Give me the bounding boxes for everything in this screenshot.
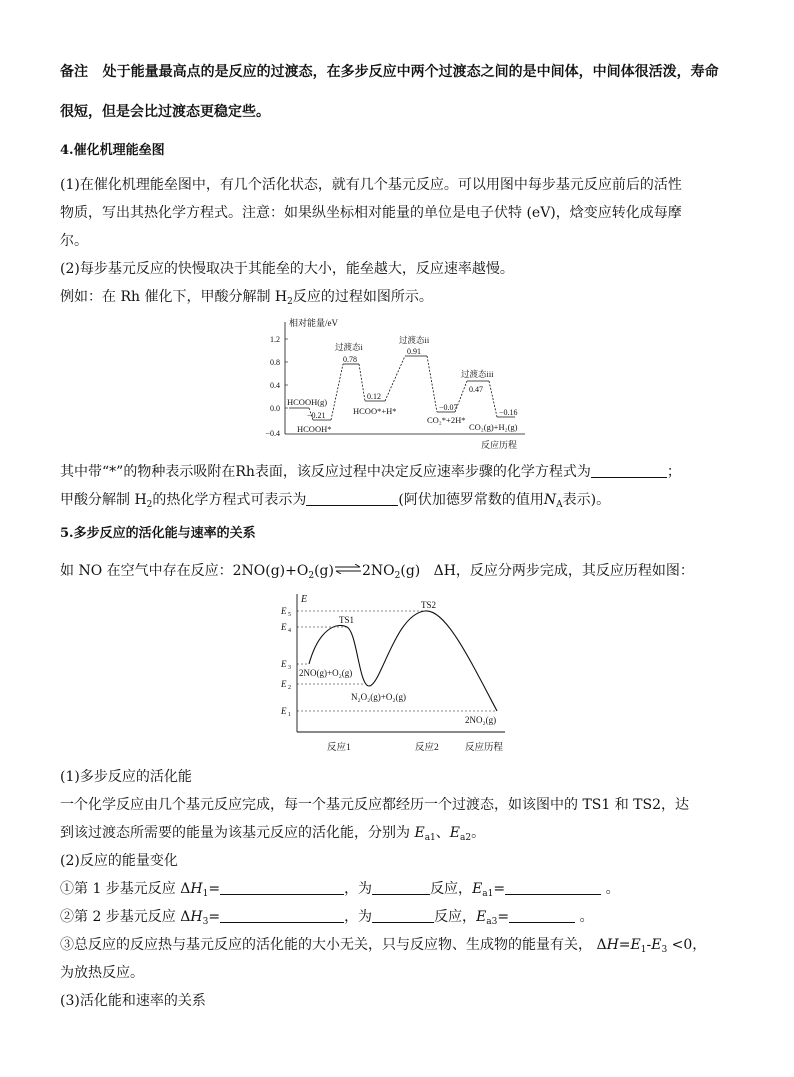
chart1-ts2: 过渡态ii xyxy=(399,335,430,345)
l2s: 3 xyxy=(202,917,209,927)
chart2-E2-sub: 2 xyxy=(288,685,291,691)
sec5-intro-b: (g) xyxy=(314,563,334,579)
chart1-v-047: 0.47 xyxy=(469,385,483,394)
chart2-r2: 反应2 xyxy=(415,743,439,753)
l1a: ①第 1 步基元反应 Δ xyxy=(60,881,191,897)
sec4-q1-text: 其中带“*”的物种表示吸附在Rh表面，该反应过程中决定反应速率步骤的化学方程式为 xyxy=(60,464,591,480)
chart1-ts3: 过渡态iii xyxy=(461,369,494,379)
l2d: 反应， xyxy=(434,909,477,925)
chart1-ytick-4: 0.0 xyxy=(270,404,280,413)
chart2-E3: E xyxy=(281,659,287,669)
sec4-q2c: (阿伏加德罗常数的值用 xyxy=(398,492,544,508)
chart1-xlabel: 反应历程 xyxy=(481,440,518,450)
section-4-title: 4.催化机理能垒图 xyxy=(60,143,165,158)
sec4-q2d: 表示)。 xyxy=(562,492,611,508)
chart2-E1: E xyxy=(281,706,287,716)
l1Es: a1 xyxy=(482,889,494,899)
l3E1: E xyxy=(630,937,641,953)
chart1-hcooh-s: HCOOH* xyxy=(297,424,332,434)
chart1-ytick-5: −0.4 xyxy=(265,429,280,438)
sec4-p1b: 物质，写出其热化学方程式。注意：如果纵坐标相对能量的单位是电子伏特 (eV)，焓变应转化成每摩 xyxy=(60,205,682,221)
sec4-q2-N-sub: A xyxy=(556,500,563,510)
sec4-q2a: 甲酸分解制 H xyxy=(60,492,147,508)
chart2-E1-sub: 1 xyxy=(288,712,291,718)
chart1-int2: CO₂*+2H* xyxy=(427,415,466,425)
sec5-l1 xyxy=(60,879,740,904)
answer-blank-l1-type[interactable] xyxy=(372,880,430,895)
chart1-ytick-1: 1.2 xyxy=(270,335,280,344)
chart1-prod: CO₂(g)+H₂(g) xyxy=(469,422,518,432)
chart1-v-m016: −0.16 xyxy=(499,408,518,417)
chart2-E4: E xyxy=(281,622,287,632)
l3c: <0， xyxy=(667,937,707,953)
sec4-q2-N: N xyxy=(543,492,557,508)
l2b: = xyxy=(208,909,221,925)
sec5-intro xyxy=(60,561,740,586)
sec5-intro-e: ΔH，反应分两步完成，其反应历程如图： xyxy=(433,563,694,579)
chart1-v-078: 0.78 xyxy=(343,355,357,364)
sec5-p1-s2: a2 xyxy=(460,833,472,843)
l3b: = xyxy=(618,937,631,953)
l1c: ，为 xyxy=(344,881,373,897)
answer-blank-l2-dh[interactable] xyxy=(220,908,344,923)
sec5-p1b-text: 到该过渡态所需要的能量为该基元反应的活化能，分别为 xyxy=(60,825,415,841)
sec5-p1-s1: a1 xyxy=(424,833,436,843)
answer-blank-q2[interactable] xyxy=(306,491,398,506)
chart2-E3-sub: 3 xyxy=(288,665,291,671)
l3E3: E xyxy=(651,937,662,953)
l1s: 1 xyxy=(202,889,209,899)
l1b: = xyxy=(208,881,221,897)
chart1-ytick-3: 0.4 xyxy=(270,381,280,390)
chart1-v-091: 0.91 xyxy=(407,347,421,356)
sec5-intro-a: 如 NO 在空气中存在反应：2NO(g)+O xyxy=(60,563,309,579)
equilibrium-arrow-icon xyxy=(334,564,362,574)
chart2-reactant: 2NO(g)+O₂(g) xyxy=(299,668,353,678)
sec4-p3 xyxy=(60,287,740,312)
energy-chart-1 xyxy=(255,314,545,454)
sec4-p2: (2)每步基元反应的快慢取决于其能垒的大小，能垒越大，反应速率越慢。 xyxy=(60,261,514,277)
sec5-p1a: 一个化学反应由几个基元反应完成，每一个基元反应都经历一个过渡态，如该图中的 TS1 和 TS2，达 xyxy=(60,797,690,813)
l2Es: a3 xyxy=(486,917,498,927)
sec5-p1-E2: E xyxy=(449,825,461,841)
sec5-sub-b: 2 xyxy=(394,571,401,581)
answer-blank-l2-type[interactable] xyxy=(372,908,434,923)
sec5-intro-c: 2NO xyxy=(361,563,395,579)
l1E: E xyxy=(472,881,483,897)
sec5-p1-end: 。 xyxy=(471,825,486,841)
sec5-l3 xyxy=(60,935,740,960)
note-line-1 xyxy=(60,62,740,82)
sec5-l2 xyxy=(60,907,740,932)
chart1-v-m021: −0.21 xyxy=(307,411,326,420)
chart1-v-m007: −0.07 xyxy=(439,403,458,412)
chart2-E2: E xyxy=(281,679,287,689)
chart2-levels xyxy=(280,606,291,718)
chart1-int1: HCOO*+H* xyxy=(353,406,397,416)
sec5-h1: (1)多步反应的活化能 xyxy=(60,769,192,785)
l1d: 反应， xyxy=(430,881,473,897)
answer-blank-l1-dh[interactable] xyxy=(220,880,344,895)
sec4-q2 xyxy=(60,490,740,515)
chart1-hcooh-g: HCOOH(g) xyxy=(287,397,328,407)
l2E: E xyxy=(476,909,487,925)
sec4-p3-sub: 2 xyxy=(287,297,293,307)
l2a: ②第 2 步基元反应 Δ xyxy=(60,909,191,925)
sec4-q1-end: ； xyxy=(666,464,681,480)
chart2-E5-sub: 5 xyxy=(288,612,291,618)
sec5-intro-d: (g) xyxy=(400,563,421,579)
sec4-q2-sub: 2 xyxy=(146,500,153,510)
answer-blank-q1[interactable] xyxy=(591,463,667,478)
sec4-p1c: 尔。 xyxy=(60,233,88,249)
energy-chart-2 xyxy=(275,590,525,758)
answer-blank-l1-ea[interactable] xyxy=(505,880,601,895)
l1H: H xyxy=(190,881,203,897)
sec5-p1-E1: E xyxy=(414,825,425,841)
chart2-E5: E xyxy=(281,606,287,616)
sec5-p1-sep: 、 xyxy=(435,825,450,841)
chart2-ts1: TS1 xyxy=(339,615,355,625)
l3a: ③总反应的反应热与基元反应的活化能的大小无关，只与反应物、生成物的能量有关， Δ xyxy=(60,937,607,953)
chart2-r1: 反应1 xyxy=(327,743,351,753)
l1f: 。 xyxy=(605,881,620,897)
sec5-l3d: 为放热反应。 xyxy=(60,965,144,981)
l2c: ，为 xyxy=(344,909,373,925)
sec4-p3a: 例如：在 Rh 催化下，甲酸分解制 H xyxy=(60,289,288,305)
l3m: - xyxy=(646,937,652,953)
chart2-inter: N₂O₂(g)+O₂(g) xyxy=(351,692,406,702)
sec4-p3b: 反应的过程如图所示。 xyxy=(292,289,433,305)
note-text-1: 处于能量最高点的是反应的过渡态，在多步反应中两个过渡态之间的是中间体，中间体很活泼，寿命 xyxy=(102,64,719,80)
chart2-ts2: TS2 xyxy=(421,600,437,610)
chart1-ylabel: 相对能量/eV xyxy=(289,318,338,328)
sec5-p1b xyxy=(60,823,740,848)
chart2-xlabel: 反应历程 xyxy=(465,743,504,753)
sec4-p1a: (1)在催化机理能垒图中，有几个活化状态，就有几个基元反应。可以用图中每步基元反应前后的活性 xyxy=(60,177,682,193)
answer-blank-l2-ea[interactable] xyxy=(509,908,575,923)
chart2-product: 2NO₂(g) xyxy=(465,715,497,725)
l2f: 。 xyxy=(579,909,594,925)
l3s1: 1 xyxy=(640,945,647,955)
note-label: 备注 xyxy=(60,64,88,80)
chart1-v-012: 0.12 xyxy=(367,392,381,401)
chart1-ytick-2: 0.8 xyxy=(270,358,280,367)
l2e: = xyxy=(497,909,510,925)
sec4-q1 xyxy=(60,462,740,482)
l1e: = xyxy=(493,881,506,897)
chart2-E4-sub: 4 xyxy=(288,628,291,634)
l3s3: 3 xyxy=(661,945,668,955)
chart2-E: E xyxy=(301,594,308,605)
sec5-sub-a: 2 xyxy=(308,571,315,581)
sec5-h3: (3)活化能和速率的关系 xyxy=(60,993,206,1009)
sec4-q2b: 的热化学方程式可表示为 xyxy=(152,492,307,508)
note-line-2: 很短，但是会比过渡态更稳定些。 xyxy=(60,104,270,120)
sec5-h2: (2)反应的能量变化 xyxy=(60,853,178,869)
l2H: H xyxy=(190,909,203,925)
l3H: H xyxy=(606,937,619,953)
chart1-ts1: 过渡态i xyxy=(335,342,363,352)
section-5-title: 5.多步反应的活化能与速率的关系 xyxy=(60,526,256,541)
